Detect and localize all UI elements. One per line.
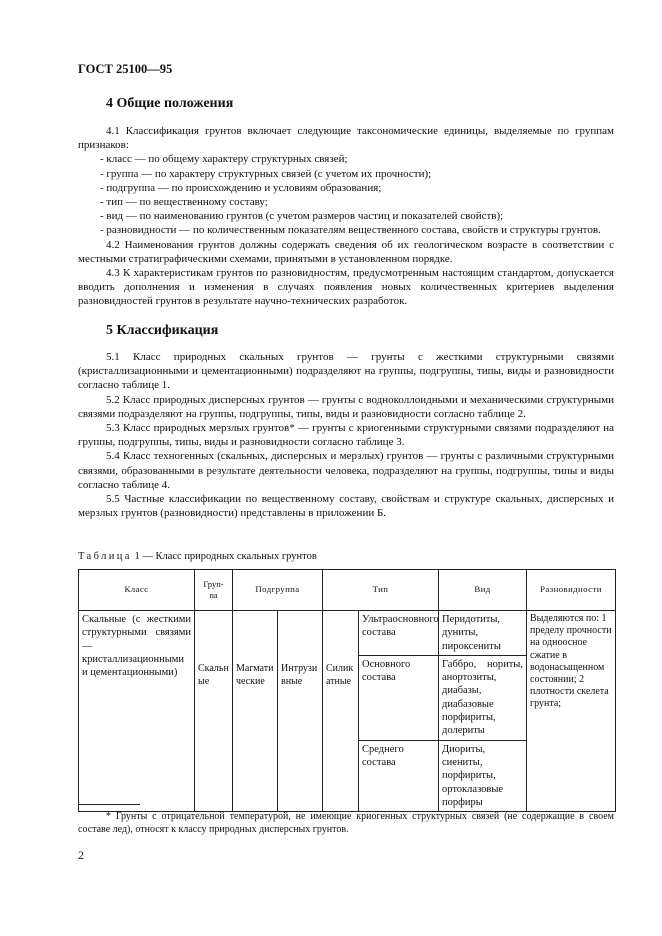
section-4-title: 4 Общие положения — [106, 96, 234, 111]
table-caption — [78, 551, 317, 562]
cell-kind: Габбро, нориты, анортозиты, диабазы, диабазовые порфириты, долериты — [439, 655, 527, 740]
cell-kind: Перидотиты, дуниты, пироксениты — [439, 611, 527, 656]
cell-subtype: Среднего состава — [359, 740, 439, 811]
paragraph-5-3: 5.3 Класс природных мерзлых грунтов* — грунты с криогенными структурными связями подразделяют на группы, подгруппы, типы, виды и разновидности согласно таблице 3. — [78, 422, 614, 449]
footnote-divider — [78, 804, 140, 805]
cell-kind: Диориты, сиениты, порфириты, ортоклазовые порфиры — [439, 740, 527, 811]
footnote: * Грунты с отрицательной температурой, не имеющие криогенных структурных связей (не содержащие в своем составе лед), относят к классу природных дисперсных грунтов. — [78, 811, 614, 835]
cell-subtype: Основного состава — [359, 655, 439, 740]
list-item: - подгруппа — по происхождению и условиям образования; — [100, 181, 382, 194]
table-row — [79, 611, 616, 656]
table-caption-text: 1 — Класс природных скальных грунтов — [131, 551, 317, 562]
header-subgroup: Подгруппа — [233, 570, 323, 611]
cell-subgroup-1: Магматические — [233, 611, 278, 812]
header-class: Класс — [79, 570, 195, 611]
paragraph-5-4: 5.4 Класс техногенных (скальных, дисперсных и мерзлых) грунтов — грунты с различными структурными связями, образованными в результате деятельности человека, подразделяют на группы, подгруппы, типы и виды согласно таблице 4. — [78, 450, 614, 491]
cell-class: Скальные (с жесткими структурными связями — кристаллизационными и цементационными) — [79, 611, 195, 812]
table-header-row — [79, 570, 616, 611]
list-item: - группа — по характеру структурных связей (с учетом их прочности); — [100, 167, 432, 180]
page-number: 2 — [78, 848, 84, 862]
cell-type-main: Силикатные — [323, 611, 359, 812]
paragraph-4-3: 4.3 К характеристикам грунтов по разновидностям, предусмотренным настоящим стандартом, допускается вводить дополнения и изменения в случаях появления новых количественных критериев выделения разновидностей грунтов в результате научно-технических разработок. — [78, 267, 614, 308]
header-group: Груп- па — [195, 570, 233, 611]
cell-variety: Выделяются по: 1 пределу прочности на одноосное сжатие в водонасыщенном состоянии; 2 плотности скелета грунта; — [527, 611, 616, 812]
paragraph-4-2: 4.2 Наименования грунтов должны содержать сведения об их геологическом возрасте в соответствии с местными стратиграфическими схемами, принятыми в установленном порядке. — [78, 238, 614, 265]
header-type: Тип — [323, 570, 439, 611]
paragraph-5-2: 5.2 Класс природных дисперсных грунтов — грунты с водноколлоидными и механическими структурными связями подразделяют на группы, подгруппы, типы, виды и разновидности согласно таблице 2. — [78, 393, 614, 420]
section-4-body — [78, 124, 614, 309]
paragraph-4-1: 4.1 Классификация грунтов включает следующие таксономические единицы, выделяемые по группам признаков: — [78, 125, 614, 152]
section-5-title: 5 Классификация — [106, 323, 219, 338]
table-caption-word: Таблица — [78, 551, 132, 562]
list-item: - тип — по вещественному составу; — [100, 196, 268, 209]
header-variety: Разновидности — [527, 570, 616, 611]
cell-subtype: Ультраосновного состава — [359, 611, 439, 656]
cell-subgroup-2: Интрузивные — [278, 611, 323, 812]
cell-group: Скальные — [195, 611, 233, 812]
list-item: - класс — по общему характеру структурных связей; — [100, 153, 348, 166]
paragraph-5-5: 5.5 Частные классификации по вещественному составу, свойствам и структуре скальных, дисперсных и мерзлых грунтов (разновидности) представлены в приложении Б. — [78, 493, 614, 520]
list-item: - разновидности — по количественным показателям вещественного состава, свойств и структуры грунтов. — [100, 224, 601, 237]
header-kind: Вид — [439, 570, 527, 611]
paragraph-5-1: 5.1 Класс природных скальных грунтов — грунты с жесткими структурными связями (кристаллизационными и цементационными) подразделяют на группы, подгруппы, типы, виды и разновидности согласно таблице 1. — [78, 351, 614, 392]
document-code: ГОСТ 25100—95 — [78, 62, 173, 76]
section-5-body — [78, 350, 614, 520]
table-1 — [78, 569, 616, 812]
list-item: - вид — по наименованию грунтов (с учетом размеров частиц и показателей свойств); — [100, 210, 504, 223]
